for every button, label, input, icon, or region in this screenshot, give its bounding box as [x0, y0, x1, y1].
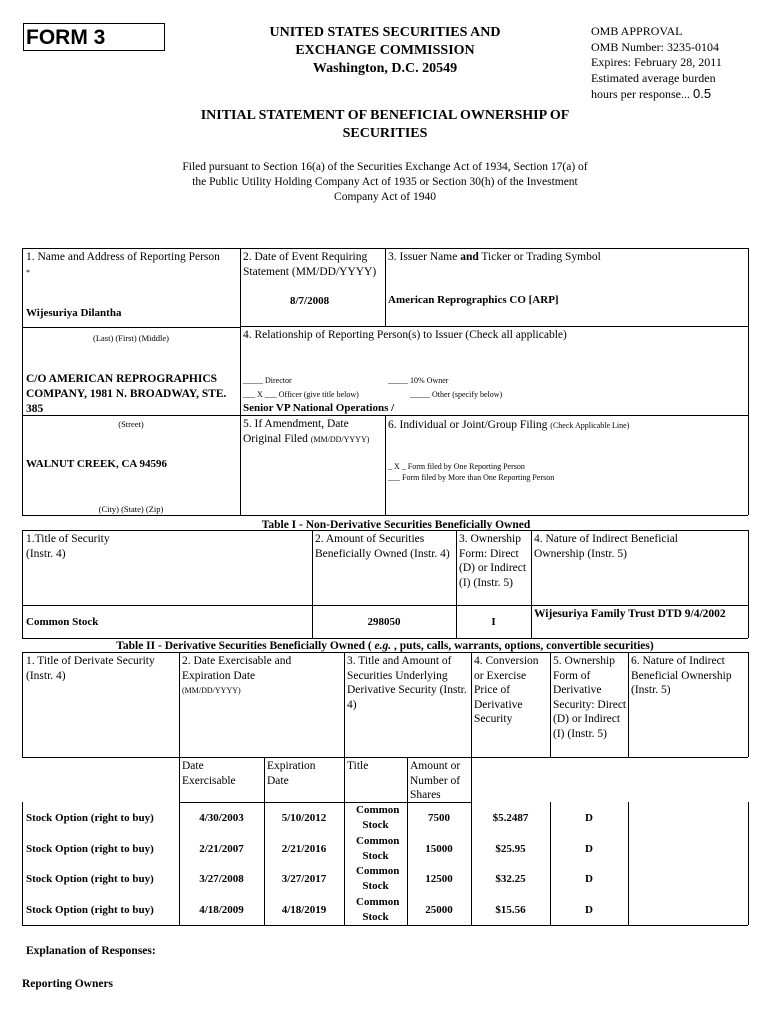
omb-hours: [591, 86, 766, 103]
table2-cell-title: Stock Option (right to buy): [26, 812, 154, 824]
table2-header-nature: 6. Nature of Indirect Beneficial Ownership (Instr. 5): [631, 655, 732, 696]
table2-cell-expiration-date: 2/21/2016: [281, 842, 327, 855]
agency-location: Washington, D.C. 20549: [312, 61, 458, 76]
omb-expires: Expires: February 28, 2011: [591, 55, 722, 69]
amendment-label: 5. If Amendment, Date Original Filed (MM/DD/YYYY): [243, 418, 370, 445]
table2-cell-underlying-amount: 12500: [425, 873, 453, 885]
joint-filing-label: 6. Individual or Joint/Group Filing (Check Applicable Line): [388, 419, 630, 431]
filed-pursuant-text: Filed pursuant to Section 16(a) of the Securities Exchange Act of 1934, Section 17(a) of the Public Utility Holding Company Act of 1935 or Section 30(h) of the Investment Company Act of 1940: [182, 161, 588, 203]
omb-burden: Estimated average burden: [591, 70, 716, 85]
table2-cell-underlying-title: Common Stock: [356, 804, 400, 831]
omb-title: OMB APPROVAL: [591, 24, 683, 38]
table2-cell-expiration-date: 3/27/2017: [281, 873, 327, 885]
event-date-value: 8/7/2008: [290, 295, 330, 307]
omb-hours-label: hours per response...: [591, 87, 690, 101]
omb-hours-value: 0.5: [692, 86, 712, 101]
table2-cell-title: Stock Option (right to buy): [26, 842, 154, 855]
relationship-officer: ___ X ___ Officer (give title below): [243, 390, 359, 399]
table2-cell-underlying-title: Common Stock: [356, 865, 400, 892]
table2-header-underlying: 3. Title and Amount of Securities Underlying Derivative Security (Instr. 4): [347, 655, 467, 711]
name-parts-label: (Last) (First) (Middle): [92, 333, 169, 343]
relationship-other: _____ Other (specify below): [410, 390, 503, 399]
officer-title: Senior VP National Operations /: [243, 402, 395, 414]
explanation-heading: Explanation of Responses:: [26, 945, 156, 957]
issuer-value: American Reprographics CO [ARP]: [388, 294, 559, 306]
table2-cell-title: Stock Option (right to buy): [26, 873, 154, 885]
table2-cell-underlying-amount: 15000: [425, 842, 453, 855]
table2-cell-ownership-form: D: [585, 812, 593, 824]
joint-filing-opt2: ___ Form filed by More than One Reporting Person: [388, 473, 555, 482]
table2-cell-exercise-price: $32.25: [495, 873, 526, 885]
table2-cell-date-exercisable: 4/30/2003: [199, 812, 244, 824]
table2-sub-amount: Amount or Number of Shares: [410, 760, 461, 801]
table2-cell-title: Stock Option (right to buy): [26, 903, 154, 916]
table2-header-title: 1. Title of Derivate Security (Instr. 4): [26, 655, 155, 682]
table2-sub-title: Title: [347, 760, 369, 772]
table1-header-amount: 2. Amount of Securities Beneficially Owned (Instr. 4): [315, 533, 450, 560]
form-label-box: [23, 23, 165, 51]
table2-cell-expiration-date: 5/10/2012: [281, 812, 327, 824]
table1-row-ownership: I: [491, 616, 496, 628]
reporting-person-label: 1. Name and Address of Reporting Person *: [26, 251, 220, 277]
table2-cell-exercise-price: $15.56: [495, 903, 526, 916]
table2-cell-expiration-date: 4/18/2019: [281, 903, 327, 916]
table2-header-price: 4. Conversion or Exercise Price of Derivative Security: [474, 655, 539, 725]
reporting-owners-heading: Reporting Owners: [22, 978, 114, 990]
table2-title: Table II - Derivative Securities Beneficially Owned ( e.g. , puts, calls, warrants, options, convertible securities): [116, 640, 654, 652]
table1-header-nature: 4. Nature of Indirect Beneficial Ownership (Instr. 5): [534, 533, 679, 560]
relationship-label: 4. Relationship of Reporting Person(s) to Issuer (Check all applicable): [243, 329, 567, 341]
reporting-person-name: Wijesuriya Dilantha: [26, 307, 122, 319]
table1-row-title: Common Stock: [26, 616, 99, 628]
omb-approval: [591, 24, 766, 103]
table2-cell-underlying-title: Common Stock: [356, 834, 400, 862]
table1-title: Table I - Non-Derivative Securities Beneficially Owned: [261, 519, 531, 531]
table2-cell-ownership-form: D: [585, 903, 593, 916]
table1-header-ownership: 3. Ownership Form: Direct (D) or Indirect (I) (Instr. 5): [459, 533, 527, 589]
issuer-label: 3. Issuer Name and Ticker or Trading Symbol: [388, 251, 601, 263]
table2-cell-underlying-title: Common Stock: [356, 895, 400, 923]
table2-cell-date-exercisable: 4/18/2009: [199, 903, 244, 916]
table2-sub-expiration: Expiration Date: [267, 760, 316, 787]
table2-header-ownership: 5. Ownership Form of Derivative Security: Direct (D) or Indirect (I) (Instr. 5): [553, 655, 627, 740]
table2-cell-ownership-form: D: [585, 842, 593, 855]
joint-filing-opt1: _ X _ Form filed by One Reporting Person: [388, 462, 525, 471]
page-title: INITIAL STATEMENT OF BENEFICIAL OWNERSHIP OF SECURITIES: [200, 108, 570, 141]
agency-name: [200, 24, 570, 78]
city-parts-label: (City) (State) (Zip): [98, 504, 164, 514]
event-date-label: 2. Date of Event Requiring Statement (MM/DD/YYYY): [243, 251, 377, 278]
table2-cell-ownership-form: D: [585, 873, 593, 885]
table2-cell-underlying-amount: 25000: [425, 903, 453, 916]
agency-title: UNITED STATES SECURITIES AND EXCHANGE COMMISSION: [269, 25, 501, 58]
table1-row-nature: Wijesuriya Family Trust DTD 9/4/2002: [534, 608, 726, 620]
street-label: (Street): [118, 419, 144, 429]
table2-header-dates: 2. Date Exercisable and Expiration Date (MM/DD/YYYY): [182, 655, 292, 695]
table1-row-amount: 298050: [367, 616, 401, 628]
table2-cell-exercise-price: $25.95: [495, 842, 526, 855]
form-label: FORM 3: [26, 26, 106, 49]
omb-number: OMB Number: 3235-0104: [591, 39, 719, 54]
relationship-director: _____ Director: [243, 376, 292, 385]
reporting-person-address: C/O AMERICAN REPROGRAPHICS COMPANY, 1981 N. BROADWAY, STE. 385: [26, 373, 227, 415]
city-state-zip: WALNUT CREEK, CA 94596: [26, 458, 167, 470]
table2-sub-date-exercisable: Date Exercisable: [182, 760, 236, 787]
relationship-ten-percent: _____ 10% Owner: [388, 376, 449, 385]
table2-cell-underlying-amount: 7500: [428, 812, 450, 824]
table1-header-title: 1.Title of Security (Instr. 4): [26, 533, 110, 560]
table2-cell-exercise-price: $5.2487: [492, 812, 529, 824]
table2-cell-date-exercisable: 3/27/2008: [199, 873, 244, 885]
table2-cell-date-exercisable: 2/21/2007: [199, 842, 244, 855]
